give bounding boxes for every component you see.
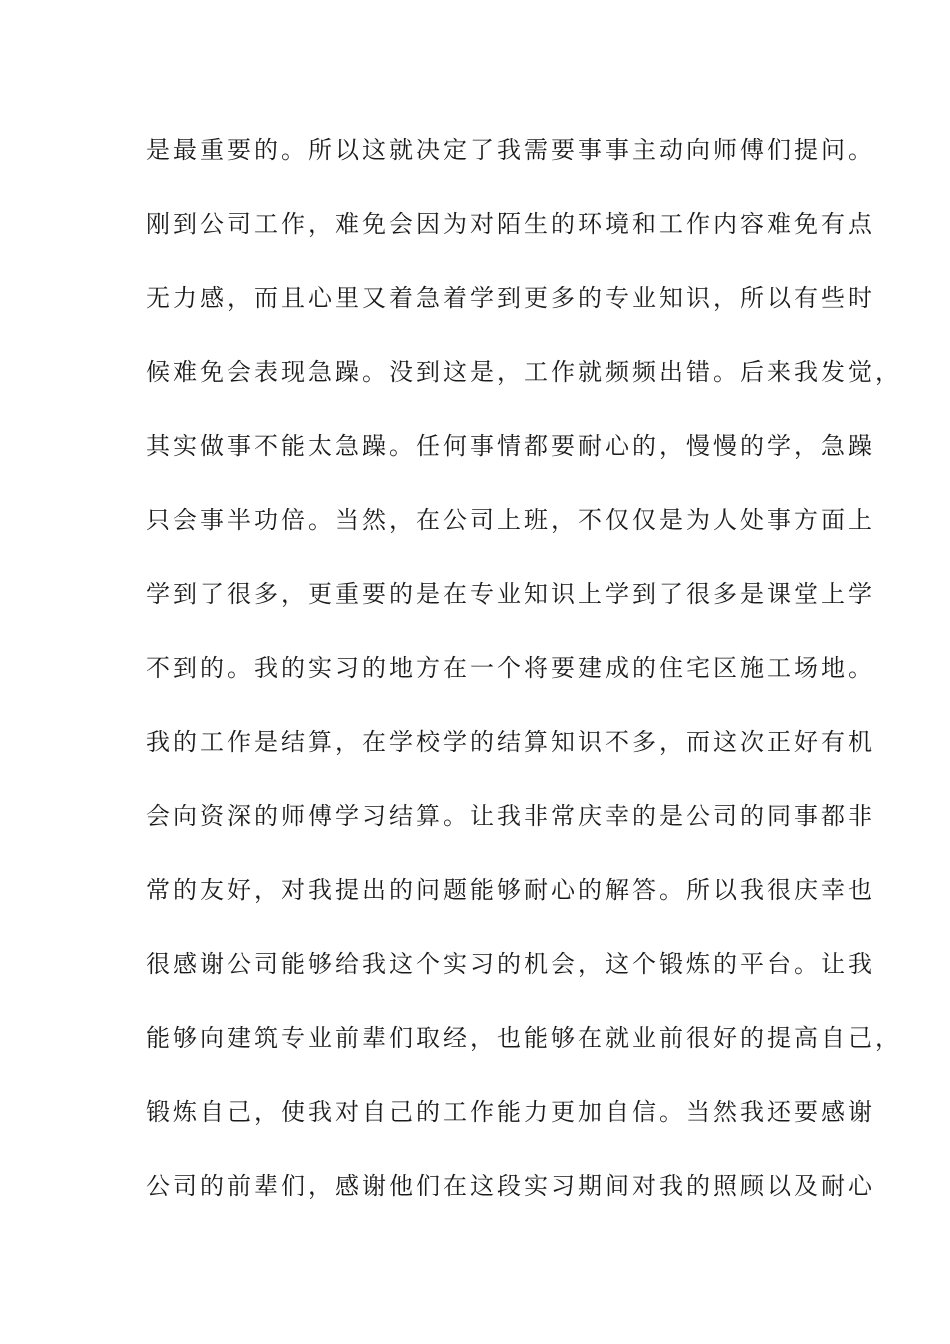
text-line: 其实做事不能太急躁。任何事情都要耐心的，慢慢的学，急躁	[146, 432, 875, 460]
text-line: 不到的。我的实习的地方在一个将要建成的住宅区施工场地。	[146, 654, 875, 682]
text-line: 常的友好，对我提出的问题能够耐心的解答。所以我很庆幸也	[146, 876, 875, 904]
text-line: 很感谢公司能够给我这个实习的机会，这个锻炼的平台。让我	[146, 950, 875, 978]
text-line: 锻炼自己，使我对自己的工作能力更加自信。当然我还要感谢	[146, 1098, 875, 1126]
text-line: 会向资深的师傅学习结算。让我非常庆幸的是公司的同事都非	[146, 802, 875, 830]
text-line: 是最重要的。所以这就决定了我需要事事主动向师傅们提问。	[146, 136, 875, 164]
text-line: 无力感，而且心里又着急着学到更多的专业知识，所以有些时	[146, 284, 875, 312]
text-line: 能够向建筑专业前辈们取经，也能够在就业前很好的提高自己，	[146, 1024, 902, 1052]
text-line: 候难免会表现急躁。没到这是，工作就频频出错。后来我发觉，	[146, 358, 902, 386]
body-text	[146, 128, 902, 1238]
text-line: 刚到公司工作，难免会因为对陌生的环境和工作内容难免有点	[146, 210, 875, 238]
text-line: 学到了很多，更重要的是在专业知识上学到了很多是课堂上学	[146, 580, 875, 608]
text-line: 只会事半功倍。当然，在公司上班，不仅仅是为人处事方面上	[146, 506, 875, 534]
text-line: 公司的前辈们，感谢他们在这段实习期间对我的照顾以及耐心	[146, 1172, 875, 1200]
text-line: 我的工作是结算，在学校学的结算知识不多，而这次正好有机	[146, 728, 875, 756]
